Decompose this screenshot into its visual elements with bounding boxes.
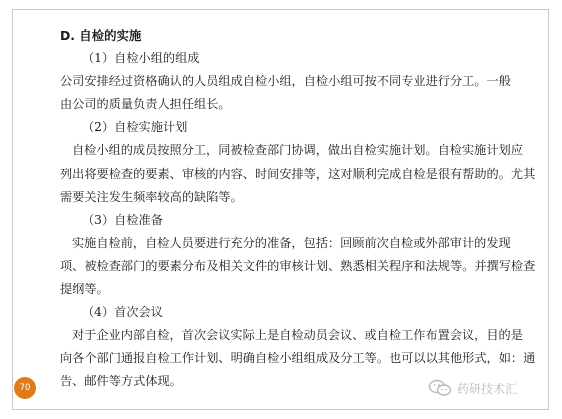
paragraph-line: 实施自检前，自检人员要进行充分的准备，包括：回顾前次自检或外部审计的发现 [72,235,511,250]
watermark-text: 药研技术汇 [457,381,518,396]
item-heading-2: （2）自检实施计划 [82,120,188,135]
wechat-icon [428,379,452,397]
paragraph-line: 需要关注发生频率较高的缺陷等。 [60,189,243,204]
watermark [428,377,517,399]
paragraph-line: 自检小组的成员按照分工，同被检查部门协调，做出自检实施计划。自检实施计划应 [72,143,523,158]
paragraph-line: 提纲等。 [60,282,109,297]
paragraph-line: 告、邮件等方式体现。 [60,374,182,389]
paragraph-line: 对于企业内部自检，首次会议实际上是自检动员会议、或自检工作布置会议，目的是 [72,328,523,343]
item-heading-3: （3）自检准备 [82,212,163,227]
section-title: D. 自检的实施 [60,28,142,43]
item-heading-1: （1）自检小组的组成 [82,51,200,66]
item-heading-4: （4）首次会议 [82,305,163,320]
document-body [60,24,536,394]
paragraph-line: 列出将要检查的要素、审核的内容、时间安排等，这对顺利完成自检是很有帮助的。尤其 [60,166,536,181]
paragraph-line: 公司安排经过资格确认的人员组成自检小组，自检小组可按不同专业进行分工。一般 [60,74,511,89]
paragraph-line: 由公司的质量负责人担任组长。 [60,97,231,112]
paragraph-line: 向各个部门通报自检工作计划、明确自检小组组成及分工等。也可以以其他形式，如：通 [60,351,536,366]
paragraph-line: 项、被检查部门的要素分布及相关文件的审核计划、熟悉相关程序和法规等。并撰写检查 [60,258,536,273]
page-number-badge: 70 [14,377,36,399]
